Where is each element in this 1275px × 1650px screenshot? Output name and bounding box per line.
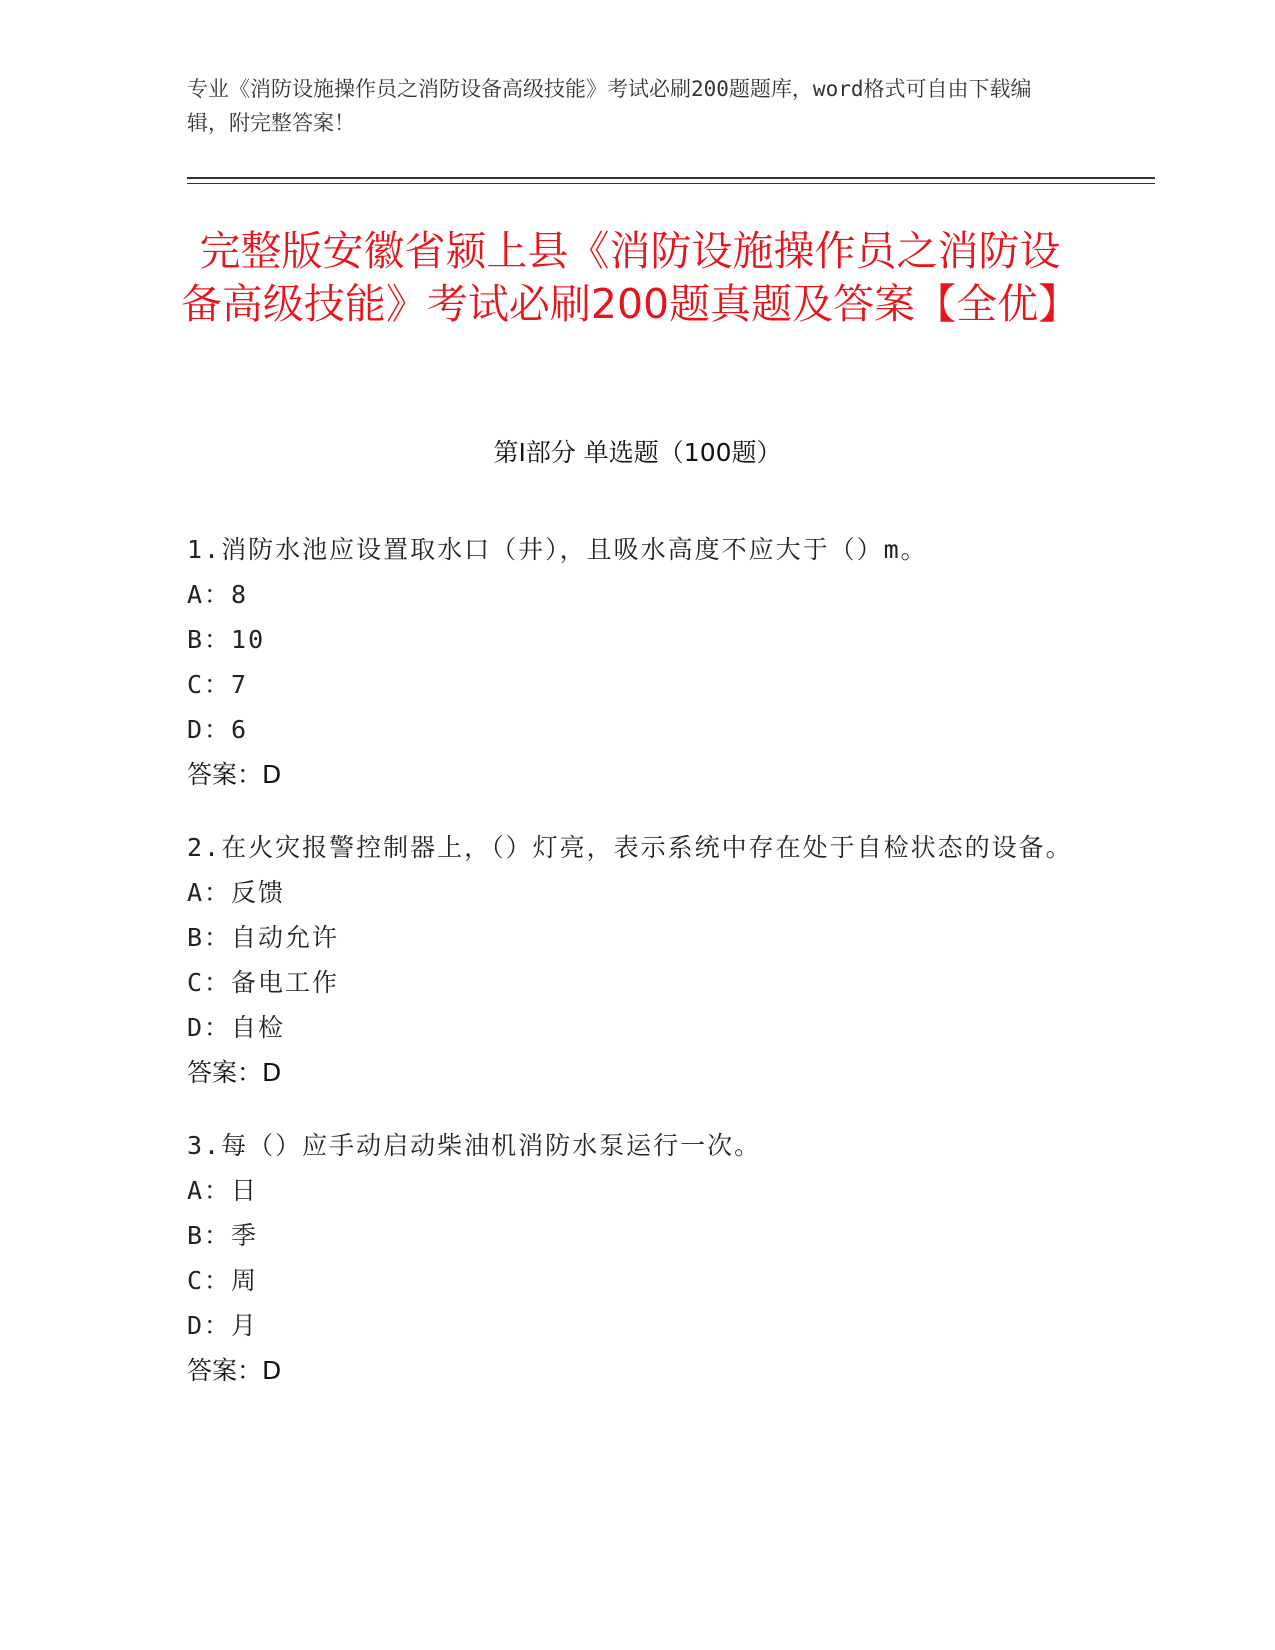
answer-line: 答案：D [187, 1058, 282, 1087]
option-a: A：8 [187, 580, 249, 609]
question-item [187, 527, 1087, 797]
question-item [187, 1123, 1087, 1393]
header-divider-thin [187, 183, 1155, 184]
question-item [187, 825, 1087, 1095]
question-stem: 2.在火灾报警控制器上，（）灯亮，表示系统中存在处于自检状态的设备。 [187, 833, 1073, 862]
option-b: B：自动允许 [187, 923, 340, 952]
option-c: C：周 [187, 1266, 259, 1295]
question-stem: 1.消防水池应设置取水口（井），且吸水高度不应大于（）m。 [187, 535, 928, 564]
option-b: B：10 [187, 625, 266, 654]
option-d: D：6 [187, 715, 249, 744]
option-b: B：季 [187, 1221, 259, 1250]
option-c: C：7 [187, 670, 249, 699]
option-d: D：自检 [187, 1013, 286, 1042]
question-list [187, 527, 1087, 1421]
option-a: A：日 [187, 1176, 259, 1205]
question-stem: 3.每（）应手动启动柴油机消防水泵运行一次。 [187, 1131, 762, 1160]
answer-line: 答案：D [187, 760, 282, 789]
answer-line: 答案：D [187, 1356, 282, 1385]
section-heading: 第Ⅰ部分 单选题（100题） [493, 438, 782, 467]
option-c: C：备电工作 [187, 968, 340, 997]
option-d: D：月 [187, 1311, 259, 1340]
header-note: 专业《消防设施操作员之消防设备高级技能》考试必刷200题题库，word格式可自由下载编辑，附完整答案！ [187, 77, 1032, 135]
document-title: 完整版安徽省颍上县《消防设施操作员之消防设备高级技能》考试必刷200题真题及答案【全优】 [180, 227, 1080, 328]
option-a: A：反馈 [187, 878, 286, 907]
header-divider-thick [187, 177, 1155, 179]
